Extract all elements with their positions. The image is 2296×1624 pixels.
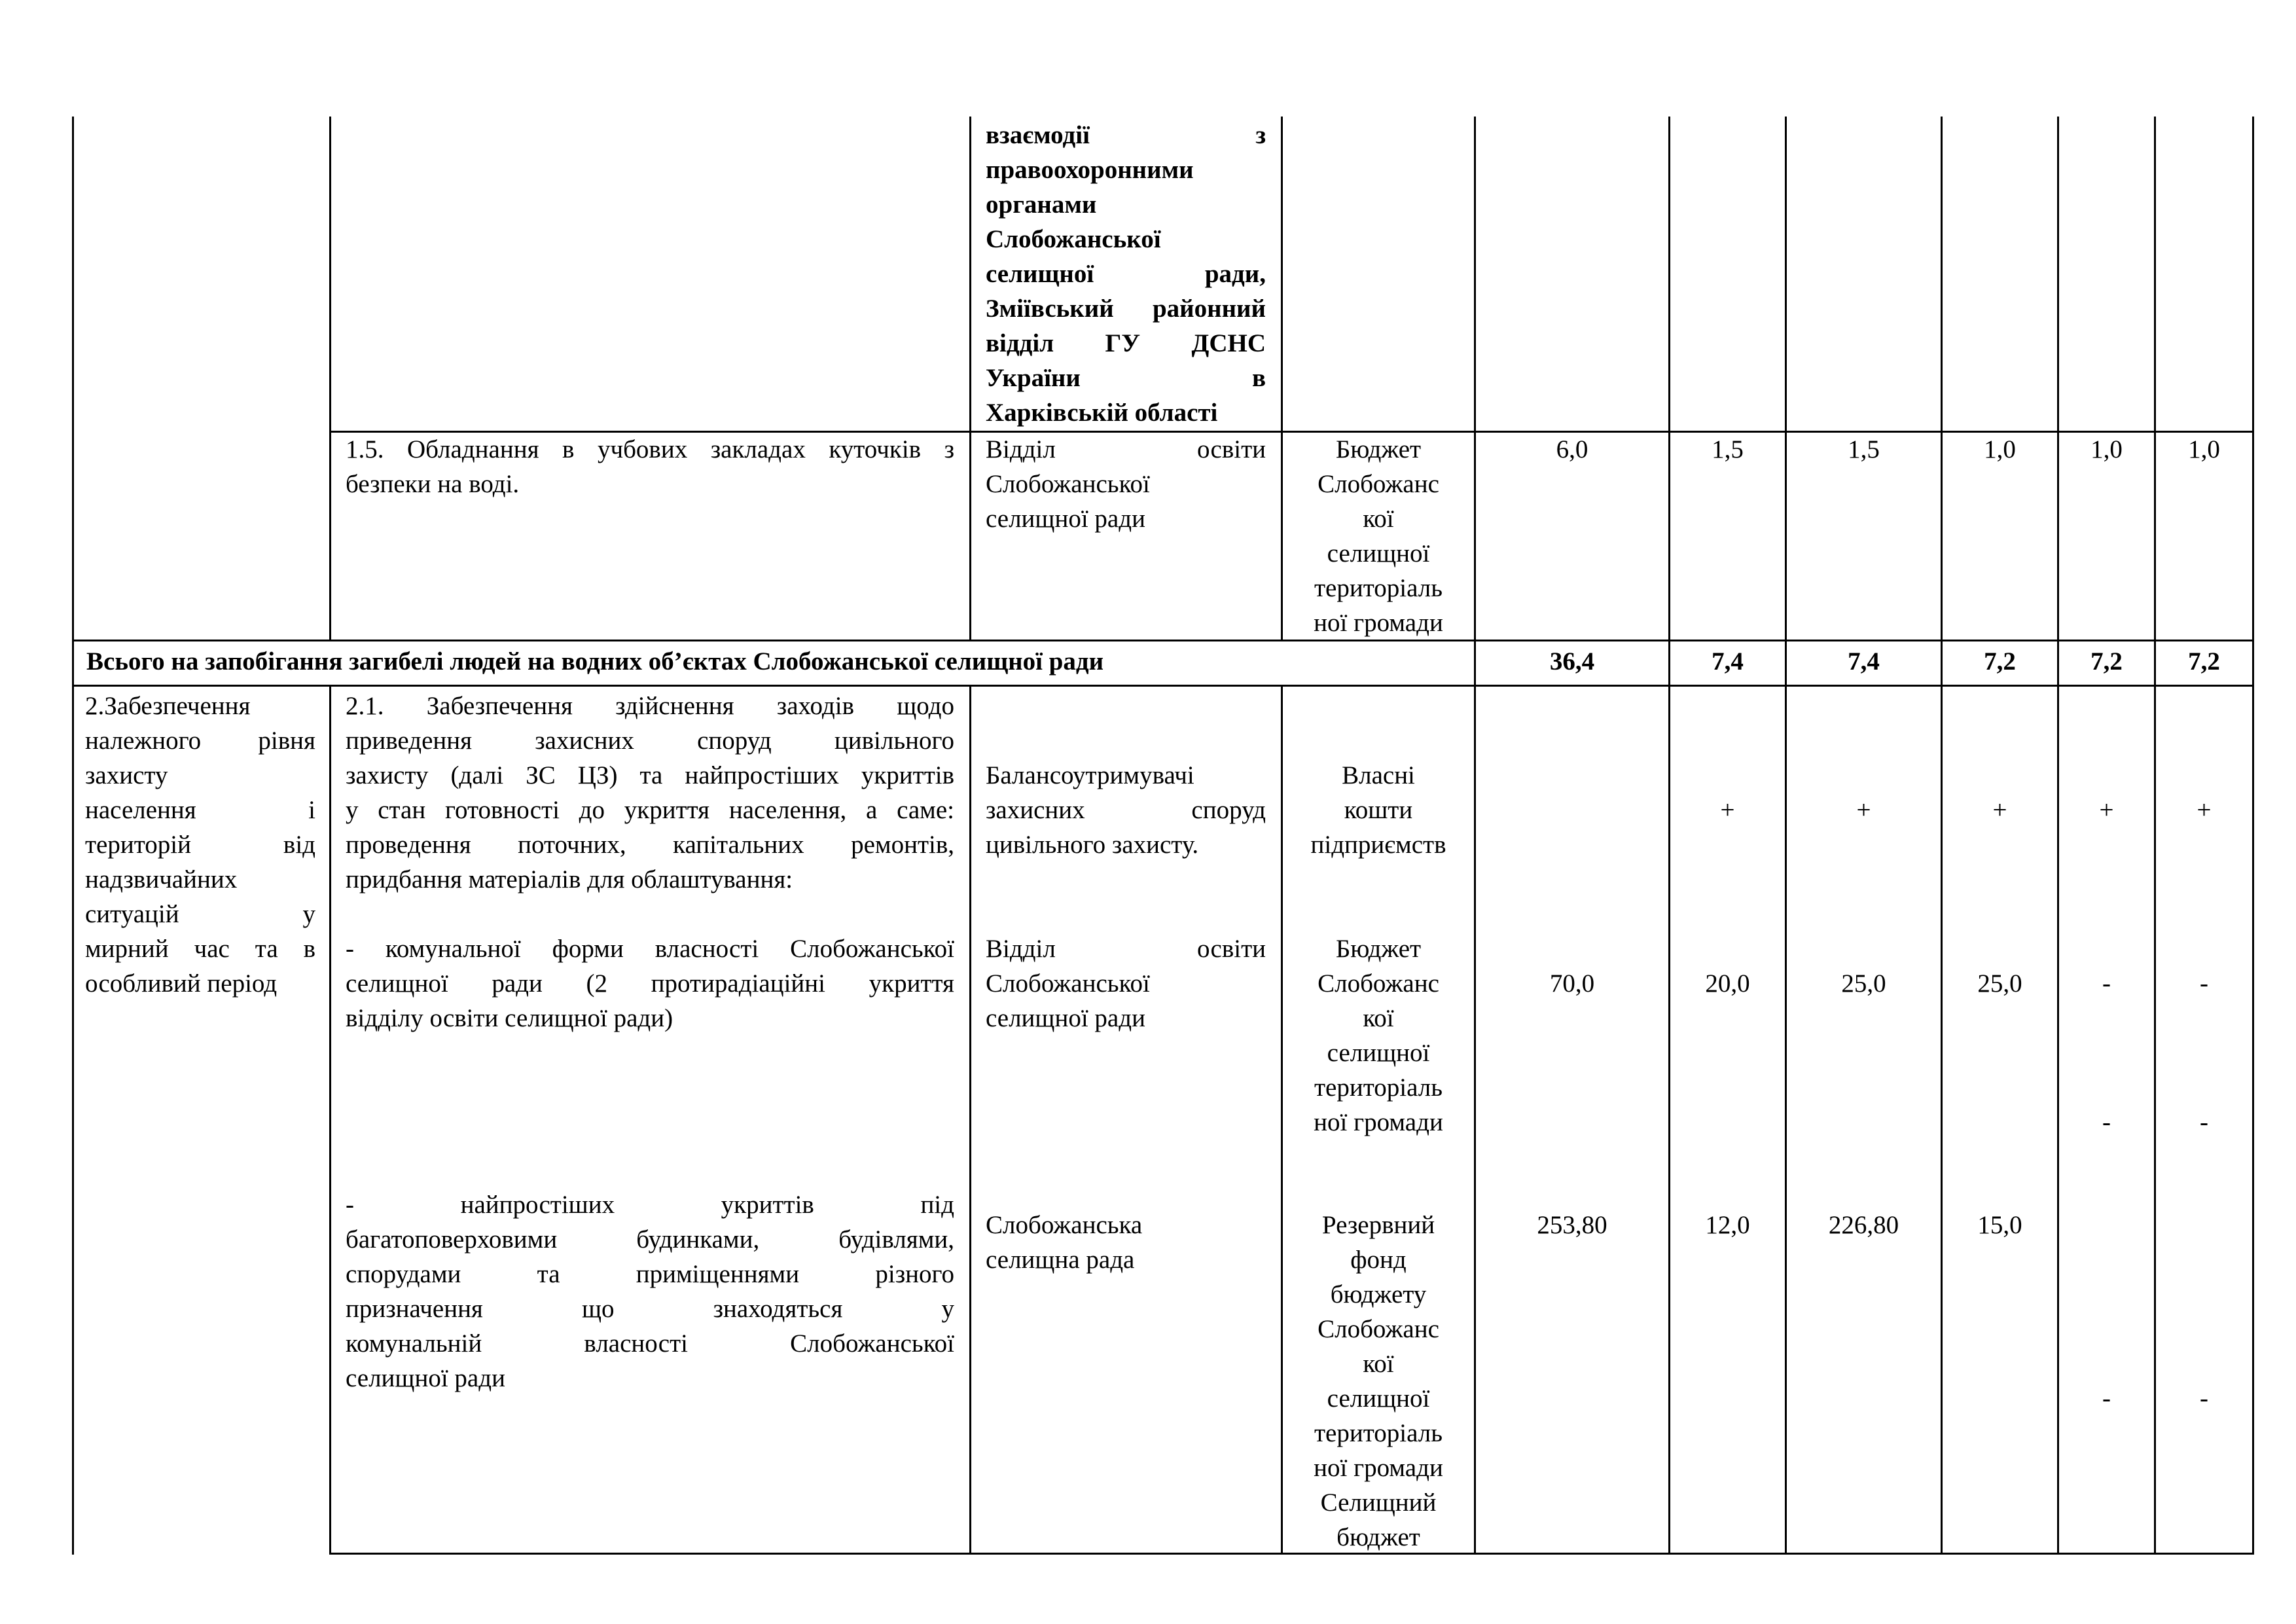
total-value: 36,4 [1549,647,1595,676]
source-line: ної громади [1314,609,1443,637]
source-line: бюджету [1330,1280,1427,1308]
source-line: Бюджет [1335,935,1422,963]
task-line: захисту [85,761,168,789]
responsible-line: Слобожанської [986,470,1150,498]
source-line: Резервний [1321,1211,1435,1239]
text-line: правоохоронними [986,156,1194,184]
measure-line: відділу освіти селищної ради) [346,1004,673,1032]
responsible-line: захисних споруд [986,796,1266,824]
source-line: територіаль [1314,1419,1443,1447]
source-line: Власні [1342,761,1415,789]
col-divider [329,685,331,1555]
col-divider [1785,117,1787,1555]
source-line: фонд [1350,1246,1407,1274]
measure-line: селищної ради [346,1364,505,1392]
total-value: 7,2 [2188,647,2220,676]
value-cell: - [2200,1108,2208,1136]
text-line: селищної ради, [986,260,1266,288]
responsible-line: селищна рада [986,1246,1135,1274]
source-line: ної громади [1314,1108,1443,1136]
measure-line: селищної ради (2 протирадіаційні укриття [346,969,954,998]
total-value: 7,4 [1712,647,1744,676]
task-line: ситуацій у [85,900,315,928]
measure-line: у стан готовності до укриття населення, а саме: [346,796,954,824]
total-label: Всього на запобігання загибелі людей на водних об’єктах Слобожанської селищної ради [86,647,1104,676]
text-line: взаємодії з [986,121,1266,149]
source-line: селищної [1327,1384,1430,1413]
source-line: Слобожанс [1318,969,1439,998]
value-cell: 1,5 [1848,435,1880,463]
col-divider [1941,117,1943,1555]
source-line: територіаль [1314,1074,1443,1102]
source-line: територіаль [1314,574,1443,602]
value-cell: 12,0 [1705,1211,1750,1239]
value-cell: + [2197,796,2212,824]
value-cell: 253,80 [1537,1211,1607,1239]
value-cell: - [2102,1384,2111,1413]
value-cell: 20,0 [1705,969,1750,998]
measure-line: - комунальної форми власності Слобожанської [346,935,954,963]
col-divider [329,117,331,641]
text-line: Слобожанської [986,225,1161,253]
measure-line: проведення поточних, капітальних ремонтів, [346,831,954,859]
responsible-line: Слобожанська [986,1211,1143,1239]
text-line: Зміївський районний [986,295,1266,323]
task-line: 2.Забезпечення [85,692,251,720]
responsible-line: Відділ освіти [986,935,1266,963]
task-line: населення і [85,796,315,824]
measure-line: приведення захисних споруд цивільного [346,727,954,755]
responsible-line: цивільного захисту. [986,831,1199,859]
value-cell: 15,0 [1977,1211,2022,1239]
source-line: Бюджет [1335,435,1422,463]
value-cell: 25,0 [1841,969,1886,998]
value-cell: 1,0 [1984,435,2016,463]
total-value: 7,2 [2090,647,2123,676]
source-line: бюджет [1336,1523,1420,1551]
task-line: надзвичайних [85,865,238,893]
responsible-line: селищної ради [986,1004,1145,1032]
value-cell: + [1856,796,1871,824]
source-line: кої [1363,505,1394,533]
value-cell: 25,0 [1977,969,2022,998]
measure-line: призначення що знаходяться у [346,1295,954,1323]
measure-line: комунальній власності Слобожанської [346,1329,954,1358]
measure-line: - найпростіших укриттів під [346,1191,954,1219]
value-cell: - [2102,1108,2111,1136]
source-line: підприємств [1310,831,1446,859]
text-line: органами [986,190,1097,219]
task-line: особливий період [85,969,278,998]
value-cell: 1,0 [2090,435,2123,463]
value-cell: 1,0 [2188,435,2220,463]
col-divider [2057,117,2059,1555]
source-line: кошти [1344,796,1413,824]
measure-line: 2.1. Забезпечення здійснення заходів щодо [346,692,954,720]
total-value: 7,4 [1848,647,1880,676]
source-line: Селищний [1320,1489,1437,1517]
col-divider [1668,117,1670,1555]
source-line: Слобожанс [1318,470,1439,498]
col-divider [2252,117,2254,1555]
source-line: кої [1363,1350,1394,1378]
task-line: територій від [85,831,315,859]
value-cell: 6,0 [1556,435,1588,463]
col-divider [969,117,971,641]
col-divider [1474,117,1476,1555]
value-cell: 1,5 [1712,435,1744,463]
col-divider [2154,117,2156,1555]
total-value: 7,2 [1984,647,2016,676]
measure-line: спорудами та приміщеннями різного [346,1260,954,1288]
value-cell: + [1992,796,2007,824]
task-line: мирний час та в [85,935,315,963]
responsible-line: Балансоутримувачі [986,761,1194,789]
source-line: Слобожанс [1318,1315,1439,1343]
value-cell: - [2200,969,2208,998]
measure-line: багатоповерховими будинками, будівлями, [346,1225,954,1254]
responsible-line: селищної ради [986,505,1145,533]
source-line: селищної [1327,539,1430,568]
source-line: ної громади [1314,1454,1443,1482]
source-line: кої [1363,1004,1394,1032]
text-line: України в [986,364,1266,392]
measure-line: 1.5. Обладнання в учбових закладах куточків з [346,435,954,463]
value-cell: 70,0 [1549,969,1595,998]
col-divider [72,117,74,1555]
value-cell: - [2102,969,2111,998]
task-line: належного рівня [85,727,315,755]
responsible-line: Відділ освіти [986,435,1266,463]
source-line: селищної [1327,1039,1430,1067]
row-divider [72,685,2254,687]
value-cell: + [2099,796,2114,824]
value-cell: + [1720,796,1735,824]
col-divider [969,685,971,1555]
text-line: Харківській області [986,399,1218,427]
value-cell: 226,80 [1828,1211,1899,1239]
measure-line: захисту (далі ЗС ЦЗ) та найпростіших укриттів [346,761,954,789]
text-line: відділ ГУ ДСНС [986,329,1266,357]
responsible-line: Слобожанської [986,969,1150,998]
measure-line: безпеки на воді. [346,470,520,498]
row-divider [72,640,2254,641]
measure-line: придбання матеріалів для облаштування: [346,865,793,893]
value-cell: - [2200,1384,2208,1413]
